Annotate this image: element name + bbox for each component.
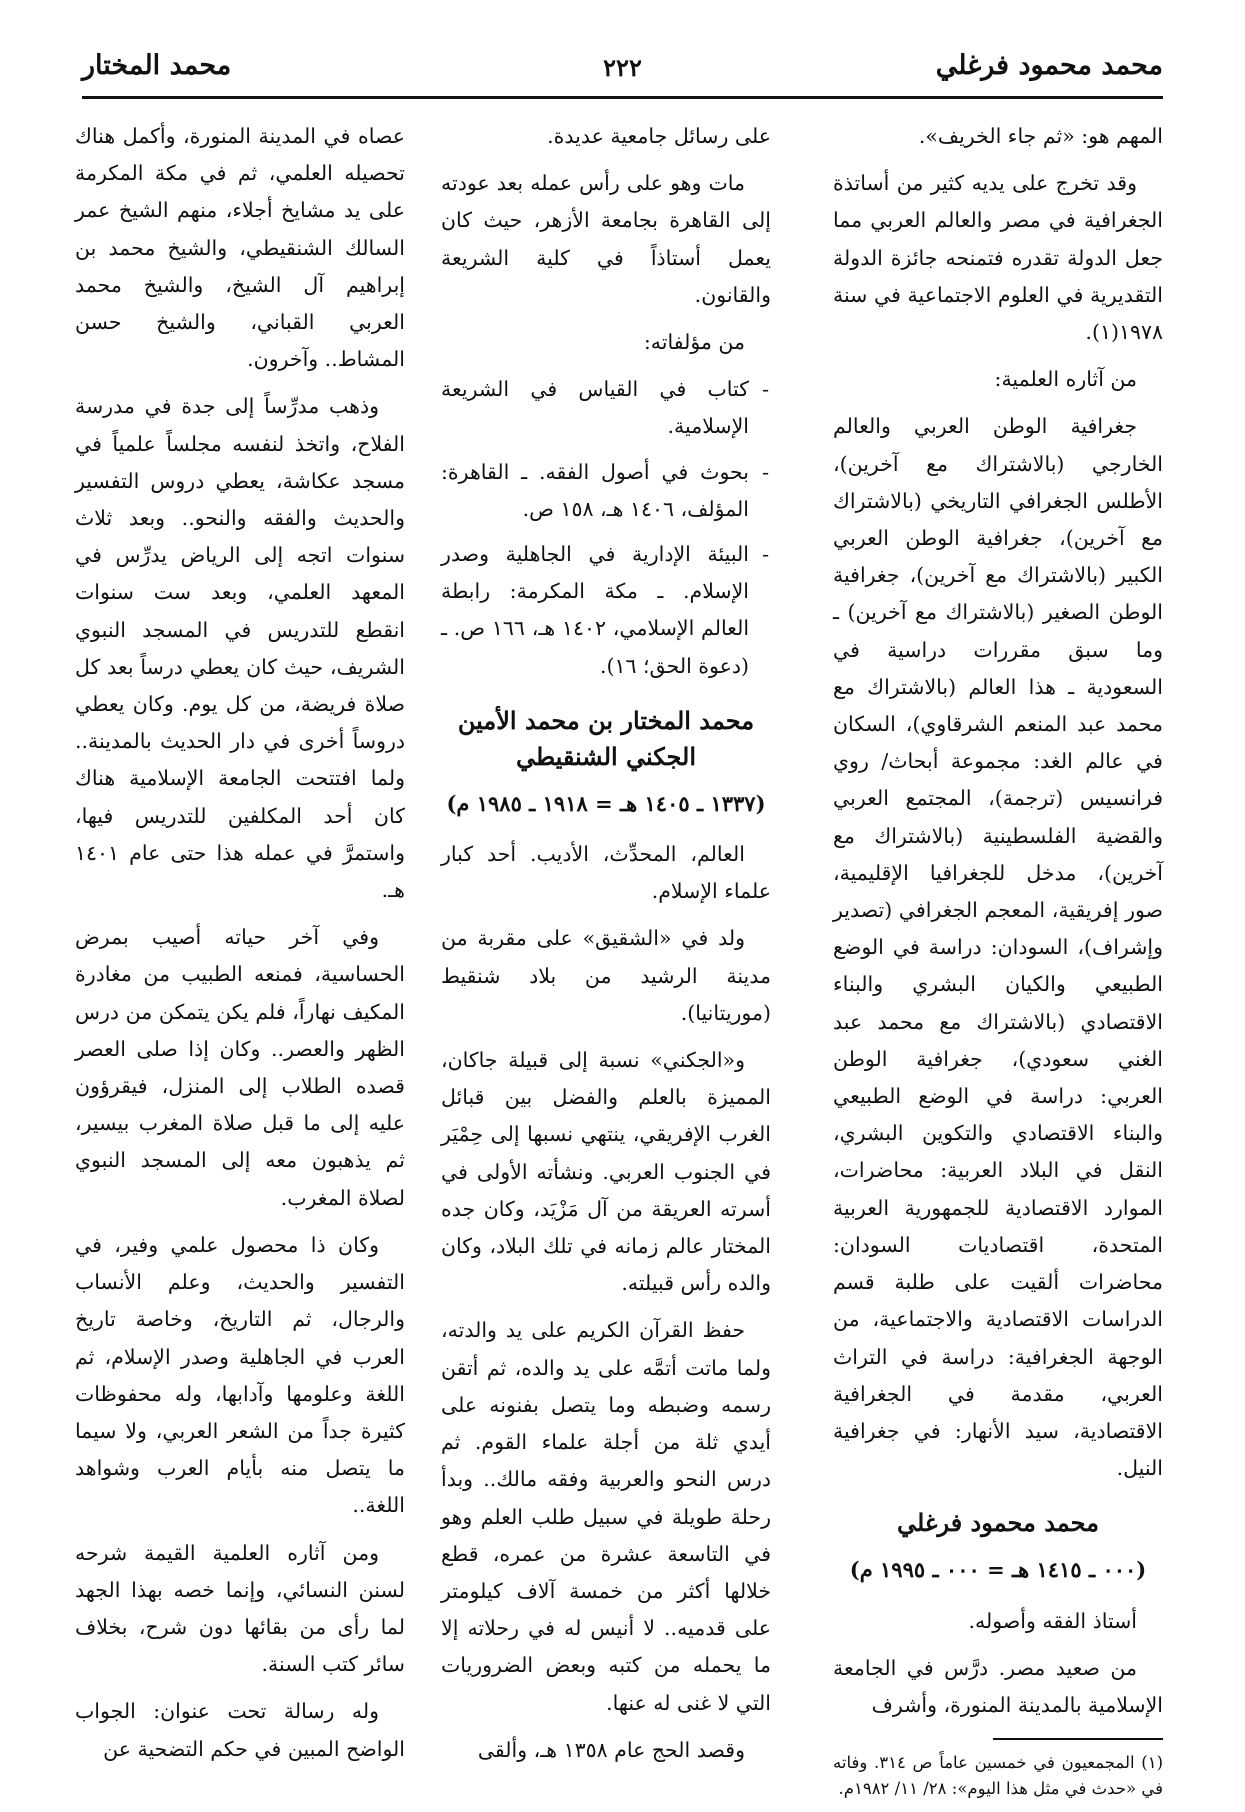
paragraph: مات وهو على رأس عمله بعد عودته إلى القاهرة بجامعة الأزهر، حيث كان يعمل أستاذاً في كلية الشريعة والقانون. (441, 171, 771, 307)
works-list (441, 371, 771, 685)
list-item: - بحوث في أصول الفقه. ـ القاهرة: المؤلف، ١٤٠٦ هـ، ١٥٨ ص. (441, 454, 771, 528)
header-rule (82, 96, 1163, 99)
paragraph: على رسائل جامعية عديدة. (547, 124, 771, 148)
paragraph: من مؤلفاته: (643, 330, 745, 355)
paragraph: جغرافية الوطن العربي والعالم الخارجي (بالاشتراك مع آخرين)، الأطلس الجغرافي التاريخي (بالاشتراك مع آخرين)، جغرافية الوطن العربي الكبير (بالاشتراك مع آخرين)، جغرافية الوطن الصغير (بالاشتراك مع آخرين) ـ وما سبق مقررات دراسية في السعودية ـ هذا العالم (بالاشتراك مع محمد عبد المنعم الشرقاوي)، السكان في عالم الغد: مجموعة أبحاث/ روي فرانسيس (ترجمة)، المجتمع العربي والقضية الفلسطينية (بالاشتراك مع آخرين)، مدخل للجغرافيا الإقليمية، صور إفريقية، المعجم الجغرافي (تصدير وإشراف)، السودان: دراسة في الوضع الطبيعي والكيان البشري والبناء الاقتصادي (بالاشتراك مع محمد عبد الغني سعودي)، جغرافية الوطن العربي: دراسة في الوضع الطبيعي والبناء الاقتصادي والتكوين البشري، النقل في البلاد العربية: محاضرات، الموارد الاقتصادية للجمهورية العربية المتحدة، اقتصاديات السودان: محاضرات ألقيت على طلبة قسم الدراسات الاقتصادية والاجتماعية، من الوجهة الجغرافية: دراسة في التراث العربي، مقدمة في الجغرافية الاقتصادية، سيد الأنهار: في جغرافية النيل. (833, 414, 1163, 1481)
list-item: - البيئة الإدارية في الجاهلية وصدر الإسلام. ـ مكة المكرمة: رابطة العالم الإسلامي، ١٤٠٢ هـ، ١٦٦ ص. ـ (دعوة الحق؛ ١٦). (441, 536, 771, 685)
paragraph: العالم، المحدِّث، الأديب. أحد كبار علماء الإسلام. (441, 842, 771, 904)
paragraph: أستاذ الفقه وأصوله. (968, 1608, 1137, 1633)
paragraph: من آثاره العلمية: (994, 367, 1137, 392)
paragraph: عصاه في المدينة المنورة، وأكمل هناك تحصيله العلمي، ثم في مكة المكرمة على يد مشايخ أجلاء، منهم الشيخ عمر السالك الشنقيطي، والشيخ محمد بن إبراهيم آل الشيخ، والشيخ محمد العربي القباني، والشيخ حسن المشاط.. وآخرون. (75, 124, 405, 372)
paragraph: وقد تخرج على يديه كثير من أساتذة الجغرافية في مصر والعالم العربي مما جعل الدولة تقدره فتمنحه جائزة الدولة التقديرية في العلوم الاجتماعية في سنة ١٩٧٨(١). (833, 171, 1163, 345)
running-header-right: محمد محمود فرغلي (935, 50, 1163, 81)
footnote: (١) المجمعيون في خمسين عاماً ص ٣١٤. وفاته في «حدث في مثل هذا اليوم»: ٢٨/ ١١/ ١٩٨٢م. (833, 1753, 1164, 1799)
list-item: - كتاب في القياس في الشريعة الإسلامية. (441, 371, 771, 445)
column-right (833, 118, 1163, 1812)
paragraph: و«الجكني» نسبة إلى قبيلة جاكان، المميزة بالعلم والفضل بين قبائل الغرب الإفريقي، ينتهي نسبها إلى حِمْيَر في الجنوب العربي. ونشأته الأولى في أسرته العريقة من آل مَزْيَد، وكان جده المختار عالم زمانه في تلك البلاد، وكان والده رأس قبيلته. (441, 1048, 771, 1296)
paragraph: وكان ذا محصول علمي وفير، في التفسير والحديث، وعلم الأنساب والرجال، ثم التاريخ، وخاصة تاريخ العرب في الجاهلية وصدر الإسلام، ثم اللغة وعلومها وآدابها، وله محفوظات كثيرة جداً من الشعر العربي، ولا سيما ما يتصل منه بأيام العرب وشواهد اللغة.. (75, 1232, 405, 1518)
paragraph: وقصد الحج عام ١٣٥٨ هـ، وألقى (477, 1737, 745, 1762)
paragraph: وذهب مدرِّساً إلى جدة في مدرسة الفلاح، واتخذ لنفسه مجلساً علمياً في مسجد عكاشة، يعطي دروس التفسير والحديث والفقه والنحو.. وبعد ثلاث سنوات اتجه إلى الرياض يدرِّس في المعهد العلمي، وبعد ست سنوات انقطع للتدريس في المسجد النبوي الشريف، حيث كان يعطي درساً بعد كل صلاة فريضة، من كل يوم. وكان يعطي دروساً أخرى في دار الحديث بالمدينة.. ولما افتتحت الجامعة الإسلامية هناك كان أحد المكلفين للتدريس فيها، واستمرَّ في عمله هذا حتى عام ١٤٠١ هـ. (75, 394, 405, 903)
page-number: ٢٢٢ (603, 53, 642, 82)
paragraph: وله رسالة تحت عنوان: الجواب الواضح المبين في حكم التضحية عن (75, 1699, 405, 1761)
entry-dates: (١٣٣٧ ـ ١٤٠٥ هـ = ١٩١٨ ـ ١٩٨٥ م) (446, 790, 766, 816)
entry-title: محمد المختار بن محمد الأمين الجكني الشنقيطي (457, 705, 755, 771)
footnote-rule (993, 1738, 1163, 1740)
column-left (75, 118, 405, 1778)
entry-dates: (٠٠٠ ـ ١٤١٥ هـ = ٠٠٠ ـ ١٩٩٥ م) (849, 1557, 1147, 1583)
paragraph: حفظ القرآن الكريم على يد والدته، ولما ماتت أتمَّه على يد والده، ثم أتقن رسمه وضبطه وما يتصل بفنونه على أيدي ثلة من أجلة علماء القوم. ثم درس النحو والعربية وفقه مالك.. وبدأ رحلة طويلة في سبيل طلب العلم وهو في التاسعة عشرة من عمره، قطع خلالها أكثر من خمسة آلاف كيلومتر على قدميه.. لا أنيس له في رحلاته إلا ما يحمله من كتبه وبعض الضروريات التي لا غنى له عنها. (441, 1318, 771, 1715)
entry-title: محمد محمود فرغلي (896, 1508, 1100, 1538)
paragraph: ولد في «الشقيق» على مقربة من مدينة الرشيد من بلاد شنقيط (موريتانيا). (441, 926, 771, 1025)
column-middle (441, 118, 771, 1779)
running-header-left: محمد المختار (82, 50, 232, 81)
paragraph: من صعيد مصر. درَّس في الجامعة الإسلامية بالمدينة المنورة، وأشرف (833, 1655, 1163, 1717)
paragraph: المهم هو: «ثم جاء الخريف». (918, 124, 1163, 148)
paragraph: ومن آثاره العلمية القيمة شرحه لسنن النسائي، وإنما خصه بهذا الجهد لما رأى من بقائها دون شرح، بخلاف سائر كتب السنة. (75, 1540, 405, 1677)
paragraph: وفي آخر حياته أصيب بمرض الحساسية، فمنعه الطبيب من مغادرة المكيف نهاراً، فلم يكن يتمكن من درس الظهر والعصر.. وكان إذا صلى العصر قصده الطلاب إلى المنزل، فيقرؤون عليه إلى ما قبل صلاة المغرب بيسير، ثم يذهبون معه إلى المسجد النبوي لصلاة المغرب. (75, 925, 405, 1210)
